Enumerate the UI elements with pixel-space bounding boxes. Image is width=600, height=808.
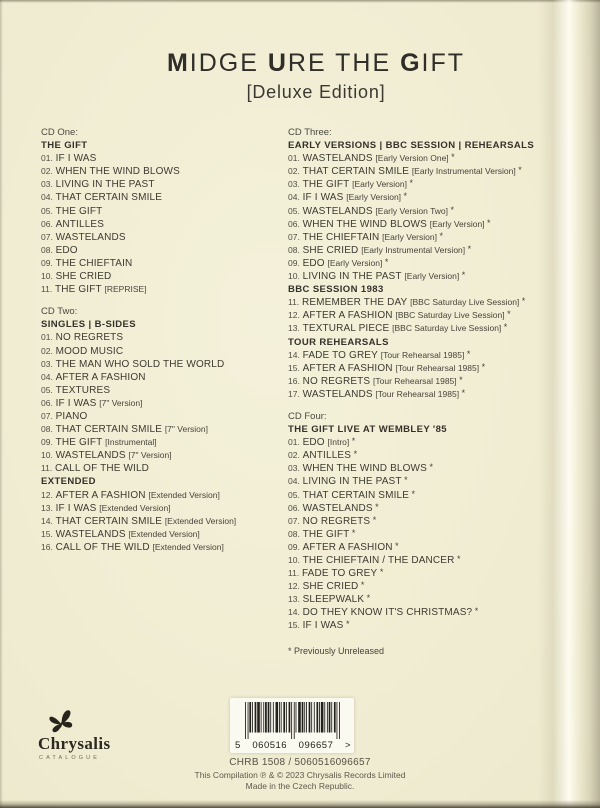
title-part: IFT <box>421 49 466 77</box>
tracklist-column-right <box>288 126 592 656</box>
track-note: [Tour Rehearsal 1985] <box>380 349 465 360</box>
track-number: 04. <box>41 371 53 382</box>
track-star: * <box>448 204 455 215</box>
track-title: ANTILLES <box>302 450 352 462</box>
track-row <box>41 218 285 231</box>
track-row <box>288 462 592 475</box>
track-number: 11. <box>288 568 300 579</box>
track-title: THAT CERTAIN SMILE <box>55 192 163 204</box>
track-title: LIVING IN THE PAST <box>302 476 402 488</box>
track-note: [Early Version One] <box>375 153 449 164</box>
track-number: 10. <box>288 555 300 565</box>
track-title: CALL OF THE WILD <box>55 541 150 553</box>
track-title: AFTER A FASHION <box>302 362 393 374</box>
track-number: 02. <box>288 450 300 461</box>
track-number: 02. <box>288 166 300 177</box>
track-note: [Early Version] <box>404 271 460 282</box>
edition-subtitle: [Deluxe Edition] <box>246 82 386 102</box>
track-row <box>288 309 592 322</box>
track-row <box>288 244 592 257</box>
track-star: * <box>351 449 358 460</box>
track-title: WHEN THE WIND BLOWS <box>302 218 427 230</box>
track-number: 01. <box>41 332 53 343</box>
track-title: THE GIFT <box>55 437 103 449</box>
track-row <box>288 165 592 178</box>
track-number: 05. <box>288 205 300 216</box>
barcode-digit-group: > <box>344 740 351 751</box>
track-title: NO REGRETS <box>302 375 371 387</box>
track-title: LIVING IN THE PAST <box>302 271 402 283</box>
track-star: * <box>515 165 522 176</box>
track-number: 14. <box>288 349 300 360</box>
track-title: WASTELANDS <box>302 153 373 165</box>
track-row <box>41 502 285 515</box>
track-title: EDO <box>55 244 78 256</box>
track-row <box>41 205 285 218</box>
track-star: * <box>372 501 379 512</box>
track-row <box>41 489 285 502</box>
catalog-number: CHRB 1508 / 5060516096657 <box>229 757 371 768</box>
track-note: [Extended Version] <box>99 502 171 513</box>
previously-unreleased-note: * Previously Unreleased <box>288 645 385 656</box>
track-star: * <box>464 348 471 359</box>
barcode-digit-group: 096657 <box>298 740 334 751</box>
track-number: 07. <box>288 515 300 526</box>
track-note: [Tour Rehearsal 1985] <box>375 388 460 399</box>
track-number: 15. <box>288 620 300 631</box>
track-row <box>288 593 592 606</box>
track-row <box>288 152 592 165</box>
track-note: [7" Version] <box>128 450 172 461</box>
track-row <box>288 191 592 204</box>
section-gap <box>288 633 592 642</box>
track-title: THAT CERTAIN SMILE <box>55 515 163 527</box>
track-row <box>288 270 592 283</box>
track-number: 03. <box>288 463 300 474</box>
track-title: THE GIFT <box>302 528 350 540</box>
track-row <box>41 231 285 244</box>
track-row <box>41 257 285 270</box>
track-star: * <box>504 309 511 320</box>
track-title: IF I WAS <box>55 397 97 409</box>
track-number: 05. <box>41 384 53 395</box>
title-part: M <box>166 49 190 77</box>
track-note: [Early Version] <box>327 257 383 268</box>
track-row <box>41 191 285 204</box>
track-row <box>41 397 285 410</box>
section-header: THE GIFT LIVE AT WEMBLEY '85 <box>288 424 447 436</box>
track-row <box>288 218 592 231</box>
track-title: SHE CRIED <box>302 244 359 256</box>
track-title: WASTELANDS <box>55 528 126 540</box>
track-star: * <box>519 296 526 307</box>
track-title: THAT CERTAIN SMILE <box>302 489 410 501</box>
track-number: 01. <box>288 153 300 164</box>
track-star: * <box>436 230 443 241</box>
track-row <box>288 541 592 554</box>
track-note: [Tour Rehearsal 1985] <box>395 362 480 373</box>
catalog-info <box>0 757 600 791</box>
track-title: THE MAN WHO SOLD THE WORLD <box>55 358 225 370</box>
track-title: THE CHIEFTAIN <box>302 231 380 243</box>
scan-edge-bottom <box>0 800 600 808</box>
track-star: * <box>382 256 389 267</box>
track-note: [Early Version Two] <box>375 205 449 216</box>
track-number: 06. <box>288 218 300 229</box>
track-row <box>41 515 285 528</box>
barcode-digits <box>235 740 351 751</box>
track-star: * <box>349 527 356 538</box>
track-star: * <box>465 243 472 254</box>
track-star: * <box>364 593 371 604</box>
track-row <box>288 388 592 401</box>
section-header: EXTENDED <box>41 476 96 488</box>
track-title: WASTELANDS <box>302 502 373 514</box>
track-row <box>41 358 285 371</box>
section-gap <box>288 401 592 410</box>
track-star: * <box>401 191 408 202</box>
barcode-digit-group: 060516 <box>252 740 288 751</box>
track-title: THAT CERTAIN SMILE <box>55 424 163 436</box>
track-row <box>41 436 285 449</box>
track-row <box>41 541 285 554</box>
track-title: LIVING IN THE PAST <box>55 179 155 191</box>
track-note: [REPRISE] <box>104 284 147 295</box>
section-header: SINGLES | B-SIDES <box>41 319 136 331</box>
barcode-digit-group: 5 <box>235 740 241 751</box>
track-star: * <box>448 152 455 163</box>
track-row <box>41 449 285 462</box>
track-number: 12. <box>288 310 300 321</box>
track-row <box>288 178 592 191</box>
track-row <box>288 554 592 567</box>
track-row <box>41 528 285 541</box>
track-number: 06. <box>288 502 300 513</box>
title-part: G <box>400 49 422 77</box>
track-star: * <box>401 475 408 486</box>
cd-label: CD One: <box>41 127 78 138</box>
track-title: THAT CERTAIN SMILE <box>302 166 410 178</box>
track-note: [Early Version] <box>382 231 437 242</box>
track-row <box>288 580 592 593</box>
track-note: [BBC Saturday Live Session] <box>392 323 502 334</box>
track-note: [Early Instrumental Version] <box>411 166 516 177</box>
track-number: 02. <box>41 345 53 356</box>
track-row <box>288 349 592 362</box>
track-row <box>288 567 592 580</box>
track-number: 10. <box>41 450 53 461</box>
track-note: [Early Version] <box>352 179 407 190</box>
track-title: FADE TO GREY <box>301 568 378 580</box>
track-row <box>288 515 592 528</box>
track-note: [BBC Saturday Live Session] <box>410 297 520 308</box>
track-star: * <box>370 514 377 525</box>
track-title: WASTELANDS <box>55 231 126 243</box>
track-title: AFTER A FASHION <box>302 541 393 553</box>
made-in-line: Made in the Czech Republic. <box>245 781 355 791</box>
title-part: U <box>267 49 288 77</box>
track-number: 07. <box>41 410 53 421</box>
track-star: * <box>479 361 486 372</box>
track-title: DO THEY KNOW IT'S CHRISTMAS? <box>302 607 473 619</box>
track-row <box>288 489 592 502</box>
track-title: WHEN THE WIND BLOWS <box>55 166 180 178</box>
track-number: 06. <box>41 397 53 408</box>
track-title: ANTILLES <box>55 218 105 230</box>
track-title: IF I WAS <box>302 192 344 204</box>
track-note: [7" Version] <box>99 397 143 408</box>
section-header: THE GIFT <box>41 140 88 152</box>
track-number: 08. <box>288 528 300 539</box>
tracklist-column-left <box>41 126 285 554</box>
track-row <box>41 331 285 344</box>
track-row <box>41 423 285 436</box>
track-row <box>41 178 285 191</box>
track-row <box>288 257 592 270</box>
scan-edge-left <box>0 0 3 808</box>
track-row <box>41 270 285 283</box>
track-number: 09. <box>41 437 53 448</box>
track-note: [7" Version] <box>164 424 208 435</box>
track-row <box>41 371 285 384</box>
track-note: [Tour Rehearsal 1985] <box>373 375 457 386</box>
track-number: 04. <box>288 476 300 487</box>
track-star: * <box>349 436 356 447</box>
track-row <box>288 619 592 632</box>
track-note: [Early Instrumental Version] <box>361 244 466 255</box>
track-number: 04. <box>41 192 53 203</box>
track-title: IF I WAS <box>302 620 344 632</box>
track-star: * <box>501 322 508 333</box>
scan-edge-top <box>0 0 600 3</box>
cd-label: CD Three: <box>288 127 332 138</box>
track-number: 04. <box>288 192 300 203</box>
track-number: 09. <box>288 541 300 552</box>
track-number: 05. <box>288 489 300 500</box>
track-number: 01. <box>288 437 300 448</box>
track-row <box>288 231 592 244</box>
track-star: * <box>426 462 433 473</box>
track-title: MOOD MUSIC <box>55 345 124 357</box>
track-note: [Instrumental] <box>105 437 157 448</box>
track-star: * <box>377 567 384 578</box>
copyright-line: This Compilation ℗ & © 2023 Chrysalis Records Limited <box>194 770 406 780</box>
track-row <box>288 606 592 619</box>
track-number: 10. <box>288 271 300 282</box>
track-row <box>288 362 592 375</box>
track-star: * <box>454 554 461 564</box>
track-number: 11. <box>41 463 53 474</box>
track-row <box>288 449 592 462</box>
track-number: 13. <box>288 323 300 334</box>
track-number: 13. <box>288 594 300 605</box>
track-title: THE GIFT <box>54 284 102 296</box>
track-row <box>41 462 285 475</box>
track-title: WASTELANDS <box>302 388 373 400</box>
section-header: EARLY VERSIONS | BBC SESSION | REHEARSALS <box>288 140 535 152</box>
track-note: [Extended Version] <box>128 528 200 539</box>
track-number: 14. <box>288 607 300 618</box>
track-number: 15. <box>41 528 53 539</box>
track-note: [Early Version] <box>346 192 402 203</box>
track-number: 11. <box>41 284 53 295</box>
track-row <box>288 475 592 488</box>
track-number: 07. <box>288 231 300 242</box>
track-number: 08. <box>41 244 53 255</box>
track-note: [Extended Version] <box>164 515 237 526</box>
track-number: 12. <box>288 581 300 592</box>
section-gap <box>41 296 285 305</box>
track-title: PIANO <box>55 410 88 422</box>
title-part: IDGE <box>189 49 268 77</box>
track-title: WHEN THE WIND BLOWS <box>302 463 427 475</box>
track-number: 03. <box>288 179 300 190</box>
track-row <box>41 345 285 358</box>
track-number: 10. <box>41 271 53 282</box>
track-row <box>288 528 592 541</box>
title-block <box>40 49 592 103</box>
track-row <box>288 436 592 449</box>
track-title: CALL OF THE WILD <box>54 463 150 475</box>
track-note: [BBC Saturday Live Session] <box>395 310 505 321</box>
butterfly-icon <box>46 706 76 736</box>
track-star: * <box>456 374 463 385</box>
track-title: EDO <box>302 437 325 449</box>
album-title <box>40 49 592 78</box>
barcode <box>230 698 354 753</box>
track-number: 08. <box>41 424 53 435</box>
cd-label: CD Four: <box>288 410 327 422</box>
track-row <box>288 205 592 218</box>
track-title: AFTER A FASHION <box>55 371 146 383</box>
chrysalis-wordmark: Chrysalis <box>38 734 111 753</box>
track-title: THE GIFT <box>55 205 103 217</box>
track-title: THE CHIEFTAIN / THE DANCER <box>302 555 455 566</box>
track-number: 16. <box>41 541 53 552</box>
track-title: REMEMBER THE DAY <box>301 297 408 309</box>
track-row <box>288 322 592 335</box>
track-star: * <box>409 488 416 499</box>
chrysalis-catalogue-logo <box>38 708 128 761</box>
track-title: NO REGRETS <box>55 332 124 344</box>
track-title: NO REGRETS <box>302 515 371 527</box>
track-note: [Extended Version] <box>152 541 224 552</box>
cd-label: CD Two: <box>41 306 78 318</box>
track-number: 16. <box>288 375 300 386</box>
track-title: IF I WAS <box>55 502 97 514</box>
track-title: WASTELANDS <box>302 205 373 217</box>
track-row <box>41 152 285 165</box>
track-number: 03. <box>41 179 53 190</box>
track-title: THE CHIEFTAIN <box>55 257 133 269</box>
track-number: 13. <box>41 502 53 513</box>
track-title: SLEEPWALK <box>302 594 365 606</box>
track-row <box>41 244 285 257</box>
track-number: 12. <box>41 489 53 500</box>
track-star: * <box>343 619 350 630</box>
track-number: 03. <box>41 358 53 369</box>
track-row <box>288 502 592 515</box>
track-star: * <box>484 217 491 228</box>
track-number: 09. <box>41 257 53 268</box>
track-row <box>41 165 285 178</box>
track-number: 02. <box>41 166 53 177</box>
track-title: THE GIFT <box>302 179 350 191</box>
barcode-bars <box>245 702 340 739</box>
track-number: 15. <box>288 362 300 373</box>
track-number: 14. <box>41 515 53 526</box>
track-row <box>288 296 592 309</box>
track-star: * <box>459 387 466 398</box>
track-star: * <box>459 270 466 281</box>
track-number: 09. <box>288 257 300 268</box>
track-note: [Early Version] <box>429 218 485 229</box>
track-number: 06. <box>41 218 53 229</box>
track-note: [Intro] <box>327 437 350 448</box>
track-star: * <box>358 580 365 591</box>
track-number: 08. <box>288 244 300 255</box>
section-header: BBC SESSION 1983 <box>288 284 384 296</box>
track-star: * <box>406 178 413 189</box>
track-title: SHE CRIED <box>302 581 359 593</box>
track-title: TEXTURES <box>55 384 111 396</box>
track-title: FADE TO GREY <box>302 349 378 361</box>
track-star: * <box>392 540 399 551</box>
track-title: AFTER A FASHION <box>302 310 393 322</box>
track-row <box>41 410 285 423</box>
section-header: TOUR REHEARSALS <box>288 336 389 348</box>
track-title: EDO <box>302 257 325 269</box>
title-part: RE THE <box>287 49 401 77</box>
track-number: 07. <box>41 231 53 242</box>
track-title: SHE CRIED <box>55 271 112 283</box>
track-note: [Extended Version] <box>148 489 220 500</box>
track-row <box>41 283 285 296</box>
track-row <box>288 375 592 388</box>
track-title: TEXTURAL PIECE <box>302 323 390 335</box>
track-star: * <box>472 606 479 617</box>
track-row <box>41 384 285 397</box>
track-number: 11. <box>288 297 300 308</box>
track-number: 01. <box>41 153 53 164</box>
track-number: 17. <box>288 388 300 399</box>
track-title: AFTER A FASHION <box>55 489 146 501</box>
catalogue-label: CATALOGUE <box>39 755 101 761</box>
track-title: IF I WAS <box>55 153 97 165</box>
track-number: 05. <box>41 205 53 216</box>
track-title: WASTELANDS <box>55 450 126 462</box>
